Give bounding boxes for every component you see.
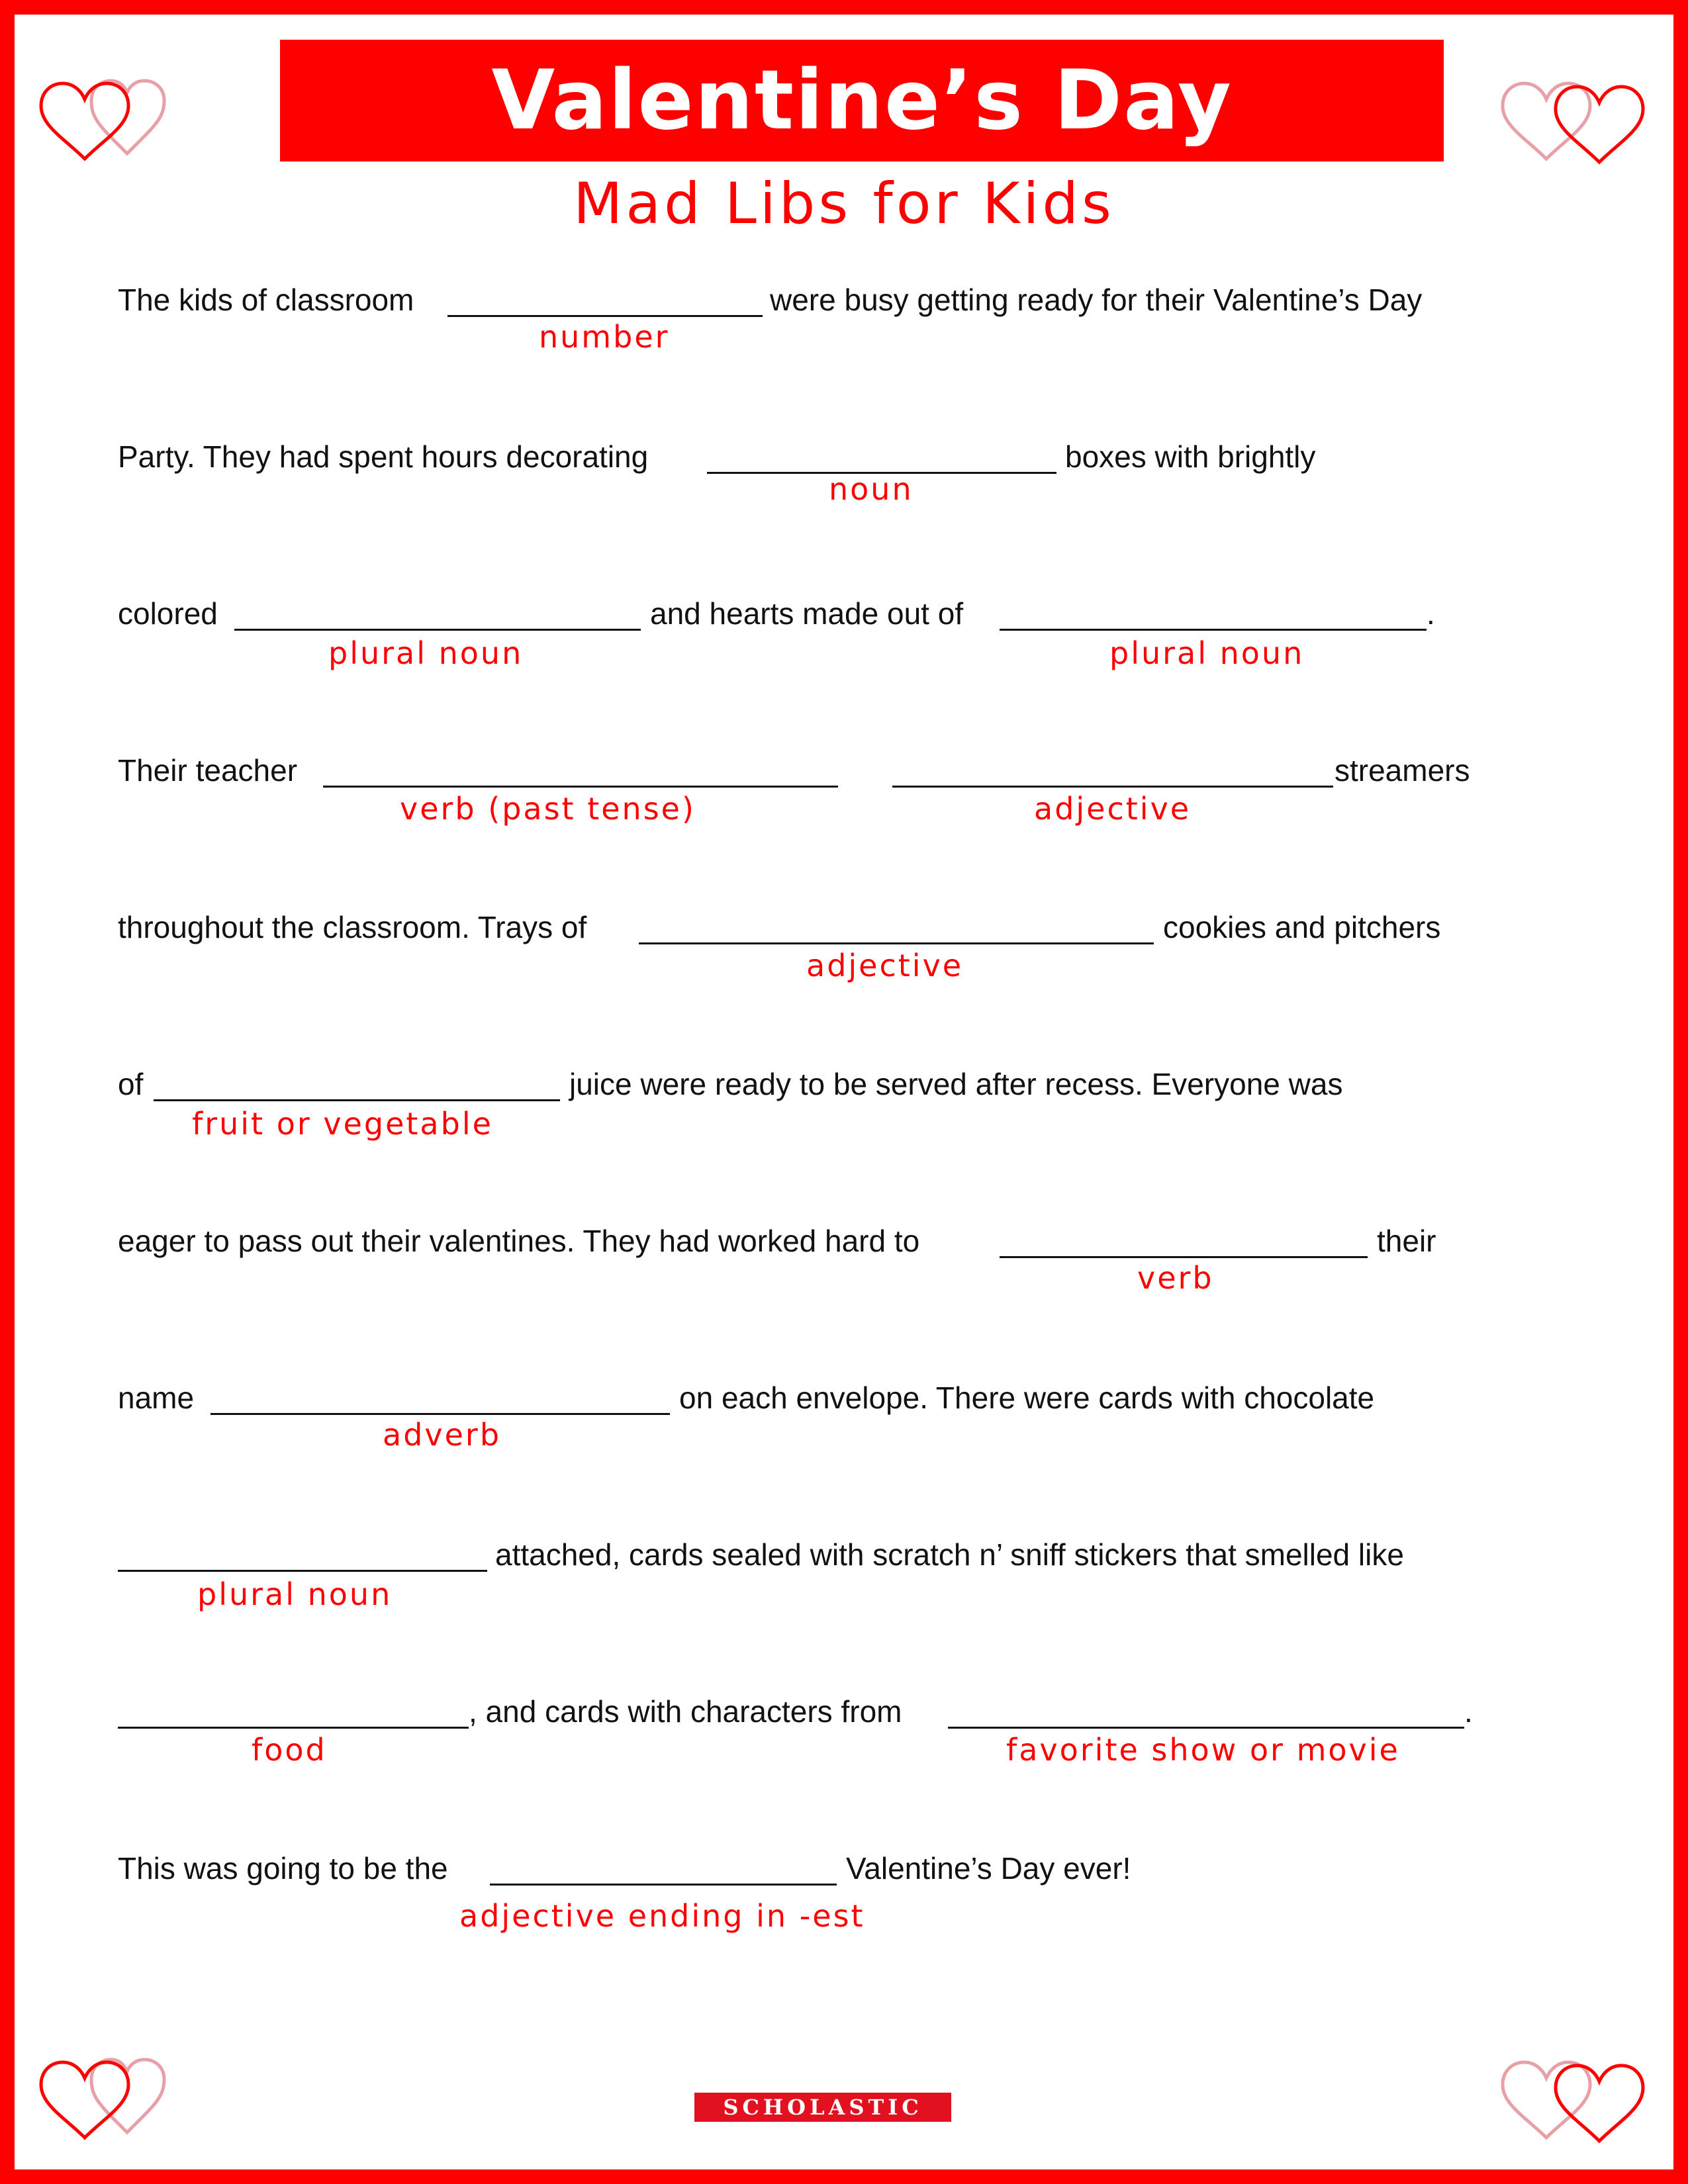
story-text: cookies and pitchers (1163, 910, 1441, 944)
answer-blank[interactable] (211, 1413, 670, 1415)
story-text: attached, cards sealed with scratch n’ sniff stickers that smelled like (495, 1537, 1404, 1572)
answer-blank[interactable] (892, 786, 1333, 788)
story-text: . (1427, 596, 1435, 631)
page-subtitle: Mad Libs for Kids (573, 171, 1115, 237)
title-banner (280, 40, 1444, 161)
blank-hint: verb (1137, 1260, 1214, 1296)
story-text: colored (118, 596, 218, 631)
story-text: The kids of classroom (118, 283, 414, 317)
blank-hint: plural noun (1109, 635, 1305, 671)
answer-blank[interactable] (639, 942, 1154, 944)
story-text: juice were ready to be served after recess. Everyone was (569, 1067, 1343, 1101)
story-text: and hearts made out of (650, 596, 964, 631)
story-text: This was going to be the (118, 1851, 448, 1886)
page-title: Valentine’s Day (491, 53, 1233, 148)
answer-blank[interactable] (234, 629, 641, 631)
blank-hint: noun (829, 471, 914, 507)
answer-blank[interactable] (118, 1570, 487, 1572)
story-text: their (1377, 1224, 1436, 1258)
blank-hint: verb (past tense) (400, 791, 696, 827)
story-text: boxes with brightly (1065, 439, 1316, 474)
story-text: on each envelope. There were cards with chocolate (679, 1381, 1375, 1415)
blank-hint: adjective (806, 948, 964, 983)
scholastic-logo (694, 2093, 951, 2122)
blank-hint: favorite show or movie (1006, 1732, 1400, 1768)
story-text: were busy getting ready for their Valentine’s Day (770, 283, 1423, 317)
blank-hint: adjective (1034, 791, 1192, 827)
story-text: , and cards with characters from (469, 1694, 902, 1729)
blank-hint: plural noun (328, 635, 524, 671)
answer-blank[interactable] (490, 1884, 837, 1886)
answer-blank[interactable] (948, 1727, 1464, 1729)
double-heart-icon (1495, 53, 1654, 165)
double-heart-icon (1495, 2032, 1654, 2144)
blank-hint: fruit or vegetable (192, 1106, 493, 1142)
answer-blank[interactable] (323, 786, 838, 788)
answer-blank[interactable] (1000, 1256, 1368, 1258)
answer-blank[interactable] (1000, 629, 1427, 631)
blank-hint: adjective ending in -est (459, 1898, 865, 1934)
story-text: Party. They had spent hours decorating (118, 439, 649, 474)
double-heart-icon (33, 53, 192, 165)
story-text: name (118, 1381, 195, 1415)
blank-hint: food (252, 1732, 327, 1768)
blank-hint: plural noun (197, 1576, 393, 1612)
blank-hint: adverb (383, 1417, 502, 1453)
story-text: . (1464, 1694, 1473, 1729)
answer-blank[interactable] (447, 315, 763, 317)
story-text: throughout the classroom. Trays of (118, 910, 587, 944)
double-heart-icon (33, 2032, 192, 2144)
story-text: eager to pass out their valentines. They had worked hard to (118, 1224, 920, 1258)
story-text: streamers (1335, 753, 1470, 788)
story-text: Their teacher (118, 753, 298, 788)
answer-blank[interactable] (118, 1727, 469, 1729)
story-text: Valentine’s Day ever! (846, 1851, 1131, 1886)
answer-blank[interactable] (154, 1099, 560, 1101)
story-text: of (118, 1067, 144, 1101)
brand-name: SCHOLASTIC (723, 2095, 923, 2120)
blank-hint: number (539, 319, 670, 355)
